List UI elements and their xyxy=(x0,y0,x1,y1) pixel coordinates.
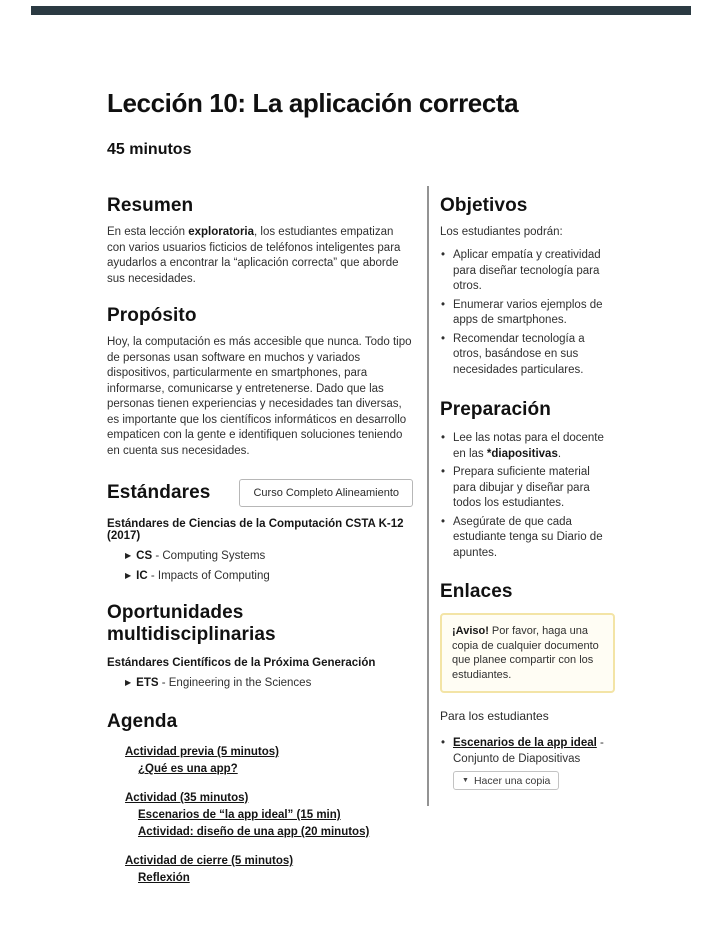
agenda-subitem-link[interactable]: Reflexión xyxy=(138,872,190,884)
standard-item-ic[interactable] xyxy=(107,570,413,582)
top-rule xyxy=(31,6,691,15)
section-preparacion xyxy=(440,399,615,561)
agenda-subitem-link[interactable]: ¿Qué es una app? xyxy=(138,763,238,775)
oportunidades-heading: Oportunidades multidisciplinarias xyxy=(107,602,276,645)
standard-item-cs[interactable] xyxy=(107,550,413,562)
student-resource-item xyxy=(440,735,615,790)
prep-text-pre: Lee las notas para el docente en las xyxy=(453,432,604,460)
make-a-copy-button[interactable] xyxy=(453,771,559,790)
page-title: Lección 10: La aplicación correcta xyxy=(107,88,519,118)
standard-code: CS xyxy=(136,550,153,562)
section-resumen xyxy=(107,195,413,287)
objetivos-heading: Objetivos xyxy=(440,195,528,216)
section-estandares xyxy=(107,479,413,582)
right-column xyxy=(440,186,615,790)
section-proposito xyxy=(107,305,413,459)
objective-item: • Recomendar tecnología a otros, basándose en sus necesidades particulares. xyxy=(440,332,615,379)
notice-text: Por favor, haga una copia de cualquier documento que planee compartir con los estudiantes. xyxy=(452,625,599,681)
section-objetivos xyxy=(440,195,615,378)
agenda-activity-link[interactable]: Actividad previa (5 minutos) xyxy=(125,746,280,758)
standard-label: - Computing Systems xyxy=(155,550,266,562)
triangle-right-icon: ▶ xyxy=(125,678,132,687)
dropdown-caret-icon: ▼ xyxy=(462,777,469,784)
notice-bold: ¡Aviso! xyxy=(452,625,489,637)
triangle-right-icon: ▶ xyxy=(125,551,132,560)
agenda-heading: Agenda xyxy=(107,711,178,732)
preparation-item xyxy=(440,431,615,462)
agenda-subitem-link[interactable]: Escenarios de “la app ideal” (15 min) xyxy=(138,809,341,821)
agenda-activity-link[interactable]: Actividad (35 minutos) xyxy=(125,792,249,804)
resumen-text-pre: En esta lección xyxy=(107,226,189,238)
agenda-group-activity xyxy=(125,790,413,841)
standard-item-ets[interactable] xyxy=(107,677,413,689)
proposito-body: Hoy, la computación es más accesible que nunca. Todo tipo de personas usan software en muchos y variados dispositivos, particularmente en smartphones, para informarse, comunicarse y entretenerse. Dado que las personas tienen experiencias y necesidades tan diversas, es importante que los científicos informáticos en desarrollo empaticen con la gente e identifiquen soluciones teniendo en cuenta sus necesidades. xyxy=(107,336,412,457)
student-resources-list xyxy=(440,735,615,790)
resumen-body xyxy=(107,225,413,287)
prep-bold-term: *diapositivas xyxy=(486,447,558,460)
agenda-group-warmup xyxy=(125,744,413,778)
objetivos-list xyxy=(440,248,615,378)
ngss-framework-title: Estándares Científicos de la Próxima Generación xyxy=(107,657,376,669)
standard-code: IC xyxy=(136,570,148,582)
triangle-right-icon: ▶ xyxy=(125,571,132,580)
section-oportunidades xyxy=(107,602,413,689)
agenda-group-wrapup xyxy=(125,853,413,887)
estandares-header-row xyxy=(107,479,413,507)
csta-framework-title: Estándares de Ciencias de la Computación CSTA K-12 (2017) xyxy=(107,518,404,542)
resumen-bold-term: exploratoria xyxy=(188,226,255,238)
objective-item: • Aplicar empatía y creatividad para diseñar tecnología para otros. xyxy=(440,248,615,295)
preparacion-heading: Preparación xyxy=(440,399,551,420)
preparacion-list xyxy=(440,431,615,561)
link-separator: - xyxy=(600,737,604,749)
estudiantes-heading: Para los estudiantes xyxy=(440,709,549,723)
resource-description: Conjunto de Diapositivas xyxy=(453,753,581,765)
standard-label: - Engineering in the Sciences xyxy=(161,677,312,689)
column-divider xyxy=(427,186,429,806)
full-course-alignment-button[interactable]: Curso Completo Alineamiento xyxy=(239,479,413,507)
proposito-heading: Propósito xyxy=(107,305,197,326)
lesson-duration: 45 minutos xyxy=(107,141,192,158)
left-column xyxy=(107,186,413,899)
standard-code: ETS xyxy=(136,677,159,689)
section-enlaces xyxy=(440,581,615,693)
enlaces-heading: Enlaces xyxy=(440,581,513,602)
agenda-list xyxy=(107,744,413,887)
resumen-heading: Resumen xyxy=(107,195,194,216)
make-a-copy-label: Hacer una copia xyxy=(473,774,551,787)
agenda-activity-link[interactable]: Actividad de cierre (5 minutos) xyxy=(125,855,294,867)
preparation-item: • Prepara suficiente material para dibujar y diseñar para todos los estudiantes. xyxy=(440,465,615,512)
objective-item: • Enumerar varios ejemplos de apps de smartphones. xyxy=(440,298,615,329)
resumen-text-post: , los estudiantes empatizan con varios usuarios ficticios de teléfonos inteligentes para ayudarlos a encontrar la “aplicación correcta” que aborde sus necesidades. xyxy=(107,226,401,285)
slides-link[interactable]: Escenarios de la app ideal xyxy=(453,737,597,749)
agenda-subitem-link[interactable]: Actividad: diseño de una app (20 minutos) xyxy=(138,826,370,838)
standard-label: - Impacts of Computing xyxy=(150,570,270,582)
estandares-heading: Estándares xyxy=(107,482,211,503)
preparation-item: • Asegúrate de que cada estudiante tenga su Diario de apuntes. xyxy=(440,515,615,562)
prep-text-post: . xyxy=(557,447,562,460)
section-para-estudiantes xyxy=(440,709,615,790)
notice-box xyxy=(440,613,615,693)
objetivos-intro: Los estudiantes podrán: xyxy=(440,226,563,238)
section-agenda xyxy=(107,711,413,887)
